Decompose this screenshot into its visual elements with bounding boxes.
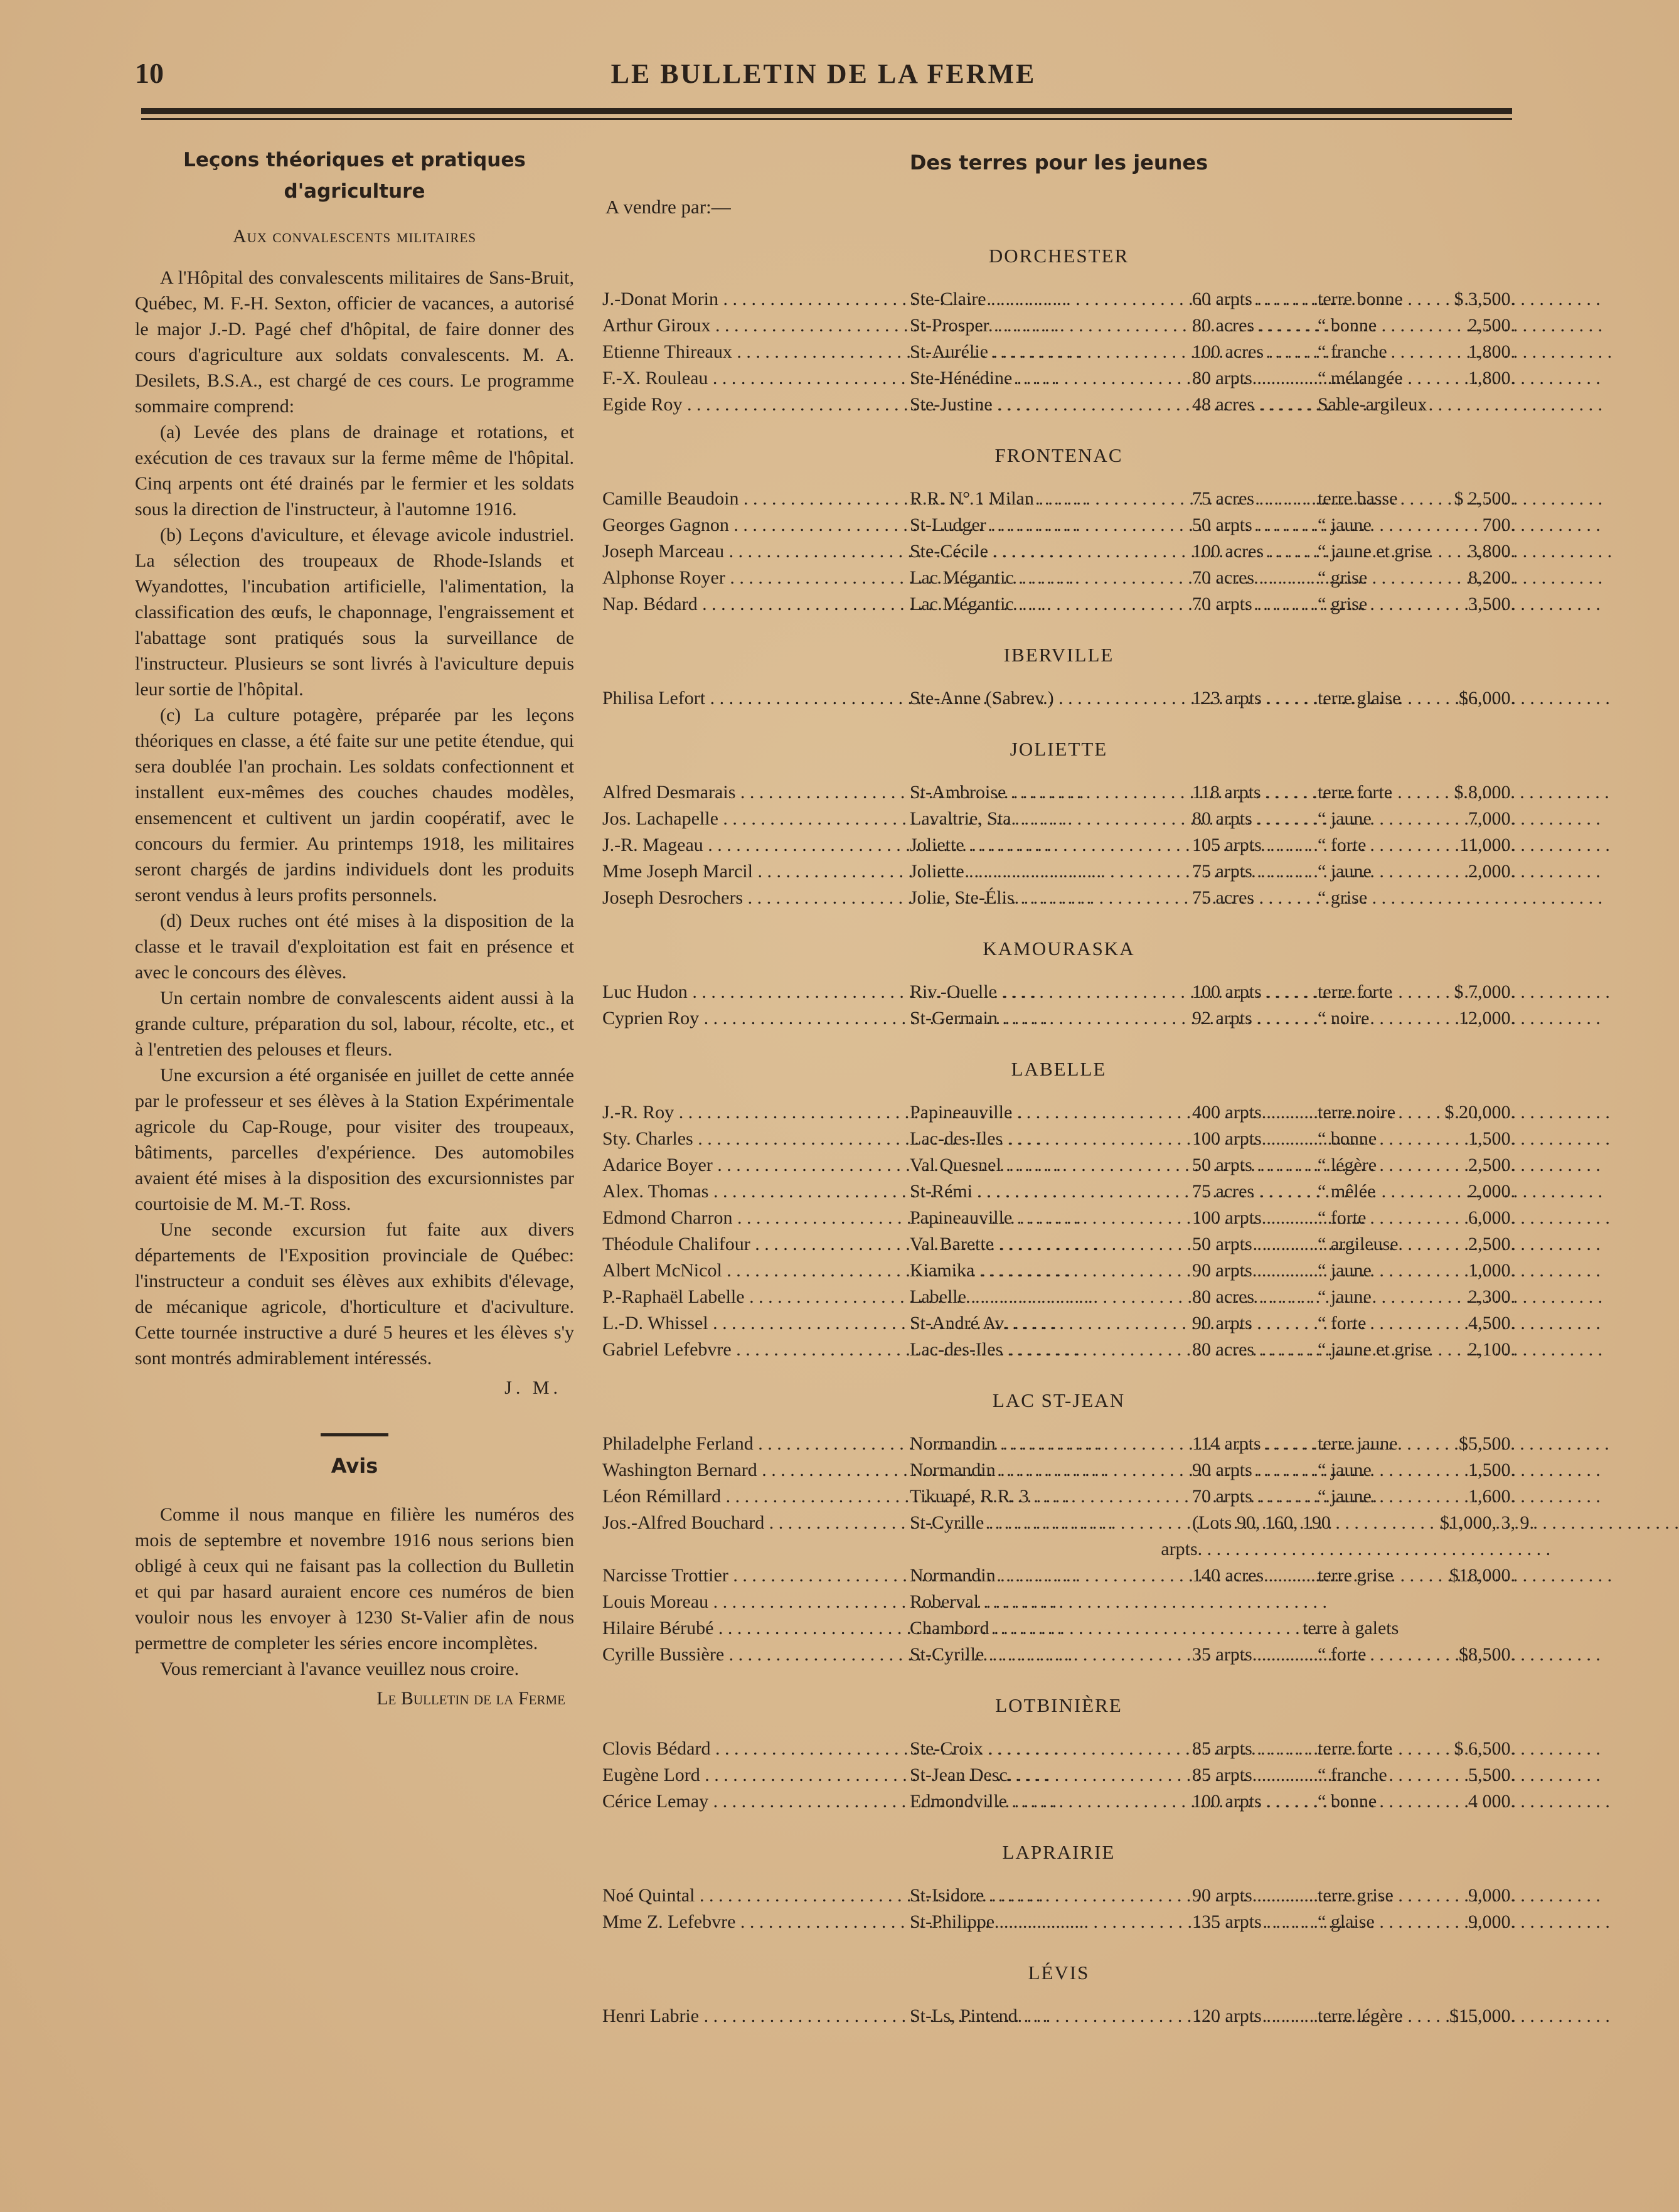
listing-price: 2,300. bbox=[1468, 1286, 1515, 1307]
listing-size: 85 arpts . . . bbox=[1192, 1736, 1318, 1762]
listing-price: 700. bbox=[1482, 515, 1515, 535]
listing-place: St-Philippe . . . bbox=[910, 1909, 1192, 1935]
listing-price: $6,000. bbox=[1459, 688, 1515, 708]
listing-row bbox=[602, 1589, 1515, 1615]
listing-row bbox=[602, 1788, 1515, 1815]
listing-price: 1,800. bbox=[1468, 341, 1515, 362]
listing-price: 4,500. bbox=[1468, 1313, 1515, 1333]
listing-price: $18,000. bbox=[1449, 1565, 1515, 1586]
regions-list bbox=[602, 245, 1534, 2029]
article-paragraph: (c) La culture potagère, préparée par les leçons théoriques en classe, a été faite sur une petite étendue, qui sera doublée l'an prochain. Les soldats confectionnent et installent eux-mêmes des couches chaudes modèles, ensemencent et cultivent un jardin coopératif, avec le concours du fermier. Au printemps 1918, les militaires seront chargés de jardins individuels dont les produits seront vendus à leurs profits personnels. bbox=[135, 705, 574, 906]
listing-price: 3,500. bbox=[1468, 594, 1515, 614]
listing-price bbox=[1449, 1589, 1515, 1615]
listing-size: 70 arpts . . . bbox=[1192, 1483, 1318, 1510]
page-number: 10 bbox=[135, 57, 164, 89]
listing-row bbox=[602, 806, 1515, 832]
listing-size: 100 acres . . . bbox=[1192, 538, 1318, 565]
listing-row bbox=[602, 1337, 1515, 1363]
article-paragraph: Une seconde excursion fut faite aux divers départements de l'Exposition provinciale de Québec: l'instructeur a conduit ses élèves aux exhibits d'élevage, de mécanique agricole, d'horticulture et d'acivulture. Cette tournée instructive a duré 5 heures et les élèves s'y sont montrés admirablement intéressés. bbox=[135, 1219, 574, 1369]
listing-name: Camille Beaudoin . . . bbox=[602, 486, 910, 512]
listing-price: 2,000. bbox=[1468, 1181, 1515, 1202]
listing-size: 85 arpts . . . bbox=[1192, 1762, 1318, 1788]
listing-place: Normandin . . . bbox=[910, 1563, 1192, 1589]
left-column bbox=[135, 144, 574, 1709]
region-heading: KAMOURASKA bbox=[983, 938, 1135, 959]
listing-type: “ jaune et grise bbox=[1318, 541, 1431, 562]
listing-row bbox=[602, 1431, 1515, 1457]
listing-row bbox=[602, 1005, 1515, 1032]
listing-name: Sty. Charles . . . bbox=[602, 1126, 910, 1152]
listing-name: Théodule Chalifour . . . bbox=[602, 1231, 910, 1258]
listing-type: terre basse bbox=[1318, 488, 1398, 509]
listing-type: “ jaune et grise bbox=[1318, 1339, 1431, 1360]
article-subtitle: Aux convalescents militaires bbox=[232, 226, 477, 247]
avis-title: Avis bbox=[331, 1454, 378, 1478]
listing-row bbox=[602, 685, 1515, 712]
listing-size: 118 arpts . . . bbox=[1192, 779, 1318, 806]
listing-price: 12,000. bbox=[1459, 1008, 1515, 1029]
listing-size: 50 arpts . . . bbox=[1192, 1231, 1318, 1258]
listing-name: Nap. Bédard . . . bbox=[602, 591, 910, 617]
listing-size: 60 arpts . . . bbox=[1192, 286, 1318, 313]
listing-price: $ 20,000. bbox=[1444, 1102, 1515, 1123]
listing-type: “ légère bbox=[1318, 1155, 1377, 1175]
listing-place: Joliette . . . bbox=[910, 858, 1192, 885]
listing-name: Albert McNicol . . . bbox=[602, 1258, 910, 1284]
listing-price: $15,000. bbox=[1449, 2006, 1515, 2026]
listing-place: Ste-Anne (Sabrev.) . . . bbox=[910, 685, 1192, 712]
listing-price: 2,100. bbox=[1468, 1339, 1515, 1360]
article-paragraph: Une excursion a été organisée en juillet de cette année par le professeur et ses élèves à la Station Expérimentale agricole du Cap-Rouge, pour visiter des troupeaux, bâtiments, parcelles d'expérience. Des automobiles avaient été mises à la disposition des excursionnistes par courtoisie de M. M.-T. Ross. bbox=[135, 1065, 574, 1214]
listing-place: St-Aurélie . . . bbox=[910, 339, 1192, 365]
listing-size: 80 arpts . . . bbox=[1192, 365, 1318, 392]
listing-type: “ bonne bbox=[1318, 1128, 1377, 1149]
listing-row bbox=[602, 885, 1515, 911]
listing-price: 11,000. bbox=[1459, 835, 1515, 855]
listing-place: Edmondville . . . bbox=[910, 1788, 1192, 1815]
listing-name: Mme Joseph Marcil . . . bbox=[602, 858, 910, 885]
listing-type bbox=[1318, 1510, 1440, 1536]
listing-price bbox=[1444, 1536, 1515, 1563]
listing-place: St-André Av. . . . bbox=[910, 1310, 1192, 1337]
listing-size: 120 arpts . . . bbox=[1192, 2003, 1318, 2029]
listing-place: Papineauville . . . bbox=[910, 1099, 1192, 1126]
listing-size: (Lots 90, 160, 190 . . . bbox=[1192, 1510, 1318, 1536]
listing-name: Gabriel Lefebvre . . . bbox=[602, 1337, 910, 1363]
listing-size: 90 arpts . . . bbox=[1192, 1883, 1318, 1909]
listing-row bbox=[602, 286, 1515, 313]
listing-name: Noé Quintal . . . bbox=[602, 1883, 910, 1909]
article-paragraph: (d) Deux ruches ont été mises à la disposition de la classe et le travail d'exploitation est fait en présence et avec le concours des élèves. bbox=[135, 911, 574, 983]
listing-size: 75 arpts . . . bbox=[1192, 858, 1318, 885]
listing-size: 80 acres . . . bbox=[1192, 1337, 1318, 1363]
listing-type: “ grise bbox=[1318, 594, 1368, 614]
listing-type: terre forte bbox=[1318, 782, 1393, 803]
listing-size bbox=[1192, 1589, 1303, 1615]
listing-name: Jos. Lachapelle . . . bbox=[602, 806, 910, 832]
listing-size: 135 arpts . . . bbox=[1192, 1909, 1318, 1935]
listing-row bbox=[602, 591, 1515, 617]
listing-row bbox=[602, 1284, 1515, 1310]
listing-name: Cyrille Bussière . . . bbox=[602, 1642, 910, 1668]
listing-price bbox=[1454, 885, 1515, 911]
listing-size: 100 acres . . . bbox=[1192, 339, 1318, 365]
article-signature: J. M. bbox=[504, 1377, 562, 1398]
region-heading: DORCHESTER bbox=[988, 245, 1129, 267]
listing-type: “ jaune bbox=[1318, 1486, 1372, 1507]
section-divider bbox=[321, 1433, 388, 1436]
listing-size: 92 arpts . . . bbox=[1192, 1005, 1318, 1032]
region-heading: JOLIETTE bbox=[1010, 738, 1108, 760]
avis-signature: Le Bulletin de la Ferme bbox=[376, 1688, 565, 1709]
listing-place: Normandin . . . bbox=[910, 1457, 1192, 1483]
listing-type: “ forte bbox=[1318, 1644, 1367, 1665]
region-heading: FRONTENAC bbox=[994, 444, 1123, 466]
listing-place: St-Rémi . . . bbox=[910, 1178, 1192, 1205]
listing-place: Normandin . . . bbox=[910, 1431, 1192, 1457]
listings-intro: A vendre par:— bbox=[605, 196, 731, 218]
listing-row bbox=[602, 1883, 1515, 1909]
listing-row bbox=[602, 339, 1515, 365]
listing-type: terre jaune bbox=[1318, 1433, 1398, 1454]
listing-size: 70 acres . . . bbox=[1192, 565, 1318, 591]
listing-name: Philadelphe Ferland . . . bbox=[602, 1431, 910, 1457]
listing-place: Chambord . . . bbox=[910, 1615, 1192, 1642]
listing-size: arpts. . . . bbox=[1161, 1536, 1286, 1563]
listing-type: terre bonne bbox=[1318, 289, 1403, 309]
listing-name: Egide Roy . . . bbox=[602, 392, 910, 418]
listing-row bbox=[602, 1310, 1515, 1337]
listing-size: 90 arpts . . . bbox=[1192, 1457, 1318, 1483]
listing-price: 1,500. bbox=[1468, 1128, 1515, 1149]
listing-name: Louis Moreau . . . bbox=[602, 1589, 910, 1615]
region-heading: LABELLE bbox=[1011, 1058, 1107, 1080]
listing-size: 35 arpts . . . bbox=[1192, 1642, 1318, 1668]
listing-type: “ grise bbox=[1318, 887, 1368, 908]
listing-name bbox=[602, 1536, 893, 1563]
article-paragraph: (a) Levée des plans de drainage et rotations, et exécution de ces travaux sur la ferme même de l'hôpital. Cinq arpents ont été drainés par le fermier et les soldats sous la direction de l'instructeur, à l'automne 1916. bbox=[135, 422, 574, 520]
listing-type: “ glaise bbox=[1318, 1911, 1375, 1932]
region-heading: LÉVIS bbox=[1028, 1962, 1090, 1984]
listing-price: 1,000. bbox=[1468, 1260, 1515, 1281]
listing-place: Papineauville . . . bbox=[910, 1205, 1192, 1231]
listing-place: Riv.-Ouelle . . . bbox=[910, 979, 1192, 1005]
listing-type: “ jaune bbox=[1318, 1460, 1372, 1480]
listing-place: Ste-Justine . . . bbox=[910, 392, 1192, 418]
article-title-line2: d'agriculture bbox=[284, 180, 425, 203]
listing-type: Sable-argileux bbox=[1318, 394, 1427, 415]
listing-price: 1,600. bbox=[1468, 1486, 1515, 1507]
listing-size: 400 arpts . . . bbox=[1192, 1099, 1318, 1126]
listing-name: Clovis Bédard . . . bbox=[602, 1736, 910, 1762]
listing-row bbox=[602, 1563, 1515, 1589]
region-heading: IBERVILLE bbox=[1003, 644, 1114, 666]
listing-place: Roberval . . . bbox=[910, 1589, 1192, 1615]
listing-name: Adarice Boyer . . . bbox=[602, 1152, 910, 1178]
listing-name: Edmond Charron . . . bbox=[602, 1205, 910, 1231]
listing-place: Lac-des-Iles . . . bbox=[910, 1126, 1192, 1152]
listing-type: terre grise bbox=[1318, 1565, 1394, 1586]
page-header bbox=[135, 50, 1512, 100]
listing-name: J.-R. Mageau . . . bbox=[602, 832, 910, 858]
listing-row bbox=[602, 979, 1515, 1005]
listing-price: 8,200. bbox=[1468, 567, 1515, 588]
listing-row bbox=[602, 779, 1515, 806]
listing-name: J.-Donat Morin . . . bbox=[602, 286, 910, 313]
listing-price: $ 7,000. bbox=[1454, 981, 1515, 1002]
listing-type: terre à galets bbox=[1303, 1618, 1399, 1638]
listing-price: $5,500. bbox=[1459, 1433, 1515, 1454]
listing-name: Narcisse Trottier . . . bbox=[602, 1563, 910, 1589]
listing-name: Georges Gagnon . . . bbox=[602, 512, 910, 538]
listing-row bbox=[602, 1152, 1515, 1178]
right-column bbox=[602, 144, 1534, 2029]
listing-place: St-Prosper . . . bbox=[910, 313, 1192, 339]
listing-place: St-Ludger . . . bbox=[910, 512, 1192, 538]
listing-place: Tikuapé, R.R. 3 . . . bbox=[910, 1483, 1192, 1510]
listing-row bbox=[602, 1126, 1515, 1152]
listing-row bbox=[602, 1205, 1515, 1231]
listing-price: 6,000. bbox=[1468, 1207, 1515, 1228]
listing-name: Léon Rémillard . . . bbox=[602, 1483, 910, 1510]
listing-type: terre forte bbox=[1318, 1738, 1393, 1759]
listing-type: “ argileuse bbox=[1318, 1234, 1399, 1254]
listing-place: St-Isidore . . . bbox=[910, 1883, 1192, 1909]
listing-type bbox=[1286, 1536, 1444, 1563]
listing-price: 9,000. bbox=[1468, 1885, 1515, 1906]
listing-place: Jolie, Ste-Élis. . . . bbox=[910, 885, 1192, 911]
listing-row bbox=[602, 512, 1515, 538]
listing-type: terre glaise bbox=[1318, 688, 1401, 708]
listing-name: Mme Z. Lefebvre . . . bbox=[602, 1909, 910, 1935]
region-heading: LAC ST-JEAN bbox=[992, 1389, 1126, 1411]
listing-name: J.-R. Roy . . . bbox=[602, 1099, 910, 1126]
listing-name: P.-Raphaël Labelle . . . bbox=[602, 1284, 910, 1310]
listing-type bbox=[1303, 1589, 1449, 1615]
listing-price: 3,800. bbox=[1468, 541, 1515, 562]
listing-name: F.-X. Rouleau . . . bbox=[602, 365, 910, 392]
listing-type: “ jaune bbox=[1318, 1260, 1372, 1281]
listing-type: “ mélangée bbox=[1318, 368, 1403, 388]
listing-row bbox=[602, 1178, 1515, 1205]
listing-name: Washington Bernard . . . bbox=[602, 1457, 910, 1483]
listing-row bbox=[602, 1510, 1534, 1536]
listing-row bbox=[602, 1258, 1515, 1284]
listing-size bbox=[1192, 1615, 1303, 1642]
listing-name: Cyprien Roy . . . bbox=[602, 1005, 910, 1032]
listing-place: R.R. N° 1 Milan . . . bbox=[910, 486, 1192, 512]
listing-price: 1,500. bbox=[1468, 1460, 1515, 1480]
listing-type: “ jaune bbox=[1318, 861, 1372, 882]
listing-name: Alex. Thomas . . . bbox=[602, 1178, 910, 1205]
listing-place: Ste-Hénédine . . . bbox=[910, 365, 1192, 392]
listing-price: $ 8,000. bbox=[1454, 782, 1515, 803]
listing-size: 123 arpts . . . bbox=[1192, 685, 1318, 712]
listing-row bbox=[602, 565, 1515, 591]
listing-price: $ 2,500. bbox=[1454, 488, 1515, 509]
listing-row bbox=[602, 1536, 1515, 1563]
listing-size: 114 arpts . . . bbox=[1192, 1431, 1318, 1457]
listing-row bbox=[602, 1909, 1515, 1935]
listing-price: 2,500. bbox=[1468, 1234, 1515, 1254]
listing-name: Etienne Thireaux . . . bbox=[602, 339, 910, 365]
listing-type: “ bonne bbox=[1318, 1791, 1377, 1812]
listing-size: 90 arpts . . . bbox=[1192, 1310, 1318, 1337]
listing-name: Hilaire Bérubé . . . bbox=[602, 1615, 910, 1642]
listing-size: 48 acres . . . bbox=[1192, 392, 1318, 418]
listing-size: 100 arpts . . . bbox=[1192, 1126, 1318, 1152]
listing-place: St-Ls, Pintend. . . . bbox=[910, 2003, 1192, 2029]
listing-size: 90 arpts . . . bbox=[1192, 1258, 1318, 1284]
listing-type: terre grise bbox=[1318, 1885, 1394, 1906]
listing-place: Lac Mégantic . . . bbox=[910, 591, 1192, 617]
listing-place: Ste-Claire . . . bbox=[910, 286, 1192, 313]
listing-size: 80 acres . . . bbox=[1192, 313, 1318, 339]
listing-price: 1,800. bbox=[1468, 368, 1515, 388]
listing-price: 2,500. bbox=[1468, 315, 1515, 336]
listing-row bbox=[602, 1457, 1515, 1483]
listing-size: 75 acres . . . bbox=[1192, 885, 1318, 911]
listing-row bbox=[602, 313, 1515, 339]
listing-price: 5,500. bbox=[1468, 1765, 1515, 1785]
listing-type: “ forte bbox=[1318, 835, 1367, 855]
listing-price: 2,000. bbox=[1468, 861, 1515, 882]
listing-place: St-Germain . . . bbox=[910, 1005, 1192, 1032]
listing-place: St-Cyrille . . . bbox=[910, 1642, 1192, 1668]
listing-row bbox=[602, 365, 1515, 392]
listing-row bbox=[602, 538, 1515, 565]
listing-type: “ jaune bbox=[1318, 808, 1372, 829]
listing-type: “ jaune bbox=[1318, 515, 1372, 535]
listing-type: terre forte bbox=[1318, 981, 1393, 1002]
listing-type: terre légère bbox=[1318, 2006, 1403, 2026]
listing-price bbox=[1449, 1615, 1515, 1642]
article-paragraph: A l'Hôpital des convalescents militaires de Sans-Bruit, Québec, M. F.-H. Sexton, officier de vacances, a autorisé le major J.-D. Pagé chef d'hôpital, de faire donner des cours d'agriculture aux soldats convalescents. M. A. Desilets, B.S.A., est chargé de ces cours. Le programme sommaire comprend: bbox=[135, 267, 574, 417]
listing-name: Arthur Giroux . . . bbox=[602, 313, 910, 339]
listing-type: terre noire bbox=[1318, 1102, 1396, 1123]
listing-price: $1,000, 3, 9. bbox=[1440, 1512, 1534, 1533]
article-paragraph: Un certain nombre de convalescents aident aussi à la grande culture, préparation du sol, labour, récolte, etc., et à l'entretien des pelouses et fleurs. bbox=[135, 988, 574, 1060]
region-heading: LAPRAIRIE bbox=[1002, 1841, 1116, 1863]
listing-type: “ forte bbox=[1318, 1207, 1367, 1228]
listing-type: “ bonne bbox=[1318, 315, 1377, 336]
listing-row bbox=[602, 1615, 1515, 1642]
listing-place: Kiamika . . . bbox=[910, 1258, 1192, 1284]
listing-size: 140 acres . . . bbox=[1192, 1563, 1318, 1589]
listing-size: 100 arpts . . . bbox=[1192, 1788, 1318, 1815]
listing-type: “ forte bbox=[1318, 1313, 1367, 1333]
listing-type: “ mêlée bbox=[1318, 1181, 1376, 1202]
listing-type: “ noire bbox=[1318, 1008, 1370, 1029]
avis-paragraph: Vous remerciant à l'avance veuillez nous croire. bbox=[160, 1659, 520, 1679]
listing-place: Ste-Cécile . . . bbox=[910, 538, 1192, 565]
listing-name: Luc Hudon . . . bbox=[602, 979, 910, 1005]
listing-type: “ jaune bbox=[1318, 1286, 1372, 1307]
listing-place: Lac Mégantic . . . bbox=[910, 565, 1192, 591]
listing-row bbox=[602, 1736, 1515, 1762]
listing-size: 75 acres . . . bbox=[1192, 486, 1318, 512]
running-title: LE BULLETIN DE LA FERME bbox=[610, 58, 1037, 89]
listing-place: St-Ambroise . . . bbox=[910, 779, 1192, 806]
listing-price: 7,000. bbox=[1468, 808, 1515, 829]
listing-size: 50 arpts . . . bbox=[1192, 1152, 1318, 1178]
listing-row bbox=[602, 1762, 1515, 1788]
listing-size: 70 arpts . . . bbox=[1192, 591, 1318, 617]
listing-size: 80 arpts . . . bbox=[1192, 806, 1318, 832]
listing-name: Philisa Lefort . . . bbox=[602, 685, 910, 712]
listing-place: Val Barette . . . bbox=[910, 1231, 1192, 1258]
listing-name: Jos.-Alfred Bouchard . . . bbox=[602, 1510, 910, 1536]
header-rule bbox=[141, 108, 1512, 114]
listing-name: Joseph Marceau . . . bbox=[602, 538, 910, 565]
listing-name: Alfred Desmarais . . . bbox=[602, 779, 910, 806]
listing-place: Labelle . . . bbox=[910, 1284, 1192, 1310]
listing-place: Lavaltrie, Sta. . . . bbox=[910, 806, 1192, 832]
listing-row bbox=[602, 2003, 1515, 2029]
listing-size: 100 arpts . . . bbox=[1192, 1205, 1318, 1231]
listing-price bbox=[1454, 392, 1515, 418]
listing-size: 100 arpts . . . bbox=[1192, 979, 1318, 1005]
listing-row bbox=[602, 1099, 1515, 1126]
listing-name: Cérice Lemay . . . bbox=[602, 1788, 910, 1815]
listing-name: L.-D. Whissel . . . bbox=[602, 1310, 910, 1337]
listing-price: $ 6,500. bbox=[1454, 1738, 1515, 1759]
listing-name: Alphonse Royer . . . bbox=[602, 565, 910, 591]
listing-place: St-Jean Desc. . . . bbox=[910, 1762, 1192, 1788]
listing-row bbox=[602, 1642, 1515, 1668]
header-rule-thin bbox=[141, 118, 1512, 120]
listing-row bbox=[602, 858, 1515, 885]
region-heading: LOTBINIÈRE bbox=[995, 1694, 1122, 1716]
listing-row bbox=[602, 486, 1515, 512]
listing-place: St-Cyrille . . . bbox=[910, 1510, 1192, 1536]
listings-title: Des terres pour les jeunes bbox=[909, 151, 1208, 174]
listing-place: Joliette . . . bbox=[910, 832, 1192, 858]
listing-name: Joseph Desrochers . . . bbox=[602, 885, 910, 911]
listing-size: 50 arpts . . . bbox=[1192, 512, 1318, 538]
listing-place: Ste-Croix . . . bbox=[910, 1736, 1192, 1762]
listing-price: 2,500. bbox=[1468, 1155, 1515, 1175]
listing-price: 4 000. bbox=[1468, 1791, 1515, 1812]
listing-row bbox=[602, 1231, 1515, 1258]
listing-name: Henri Labrie . . . bbox=[602, 2003, 910, 2029]
listing-row bbox=[602, 392, 1515, 418]
listing-name: Eugène Lord . . . bbox=[602, 1762, 910, 1788]
listing-row bbox=[602, 832, 1515, 858]
listing-price: 9,000. bbox=[1468, 1911, 1515, 1932]
listing-type: “ grise bbox=[1318, 567, 1368, 588]
listing-place bbox=[893, 1536, 1161, 1563]
article-paragraph: (b) Leçons d'aviculture, et élevage avicole industriel. La sélection des troupeaux de Rhode-Islands et Wyandottes, l'incubation artificielle, l'alimentation, la classification des œufs, le chaponnage, l'engraissement et l'abattage sont pratiqués sous la surveillance de l'instructeur. Plusieurs se sont livrés à l'aviculture depuis leur sortie de l'hôpital. bbox=[135, 525, 574, 700]
avis-paragraph: Comme il nous manque en filière les numéros des mois de septembre et novembre 1916 nous serions bien obligé à ceux qui ne faisant pas la collection du Bulletin et qui par hasard auraient encore ces numéros de bien vouloir nous les envoyer à 1230 St-Valier afin de nous permettre de completer les séries encore incomplètes. bbox=[135, 1504, 574, 1654]
listing-size: 80 acres . . . bbox=[1192, 1284, 1318, 1310]
listing-price: $8,500. bbox=[1459, 1644, 1515, 1665]
listing-type: “ franche bbox=[1318, 1765, 1387, 1785]
listing-size: 75 acres . . . bbox=[1192, 1178, 1318, 1205]
listing-row bbox=[602, 1483, 1515, 1510]
listing-place: Val Quesnel . . . bbox=[910, 1152, 1192, 1178]
listing-place: Lac-des-Iles . . . bbox=[910, 1337, 1192, 1363]
listing-price: $ 3,500. bbox=[1454, 289, 1515, 309]
listing-type: “ franche bbox=[1318, 341, 1387, 362]
article-title: Leçons théoriques et pratiques bbox=[183, 149, 526, 171]
listing-size: 105 arpts . . . bbox=[1192, 832, 1318, 858]
